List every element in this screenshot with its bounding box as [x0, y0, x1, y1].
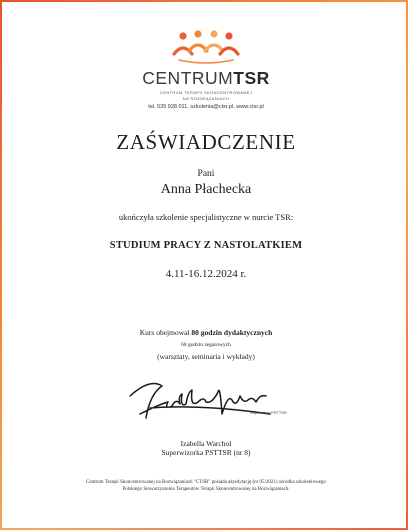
signer-role: Superwizorka PSTTSR (nr 8)	[161, 448, 251, 457]
brand-subtitle-1: CENTRUM TERAPII SKONCENTROWANEJ	[159, 90, 253, 95]
signature-badge: Superwizor PSTTSR	[250, 410, 287, 415]
handwritten-signature	[120, 374, 290, 424]
accreditation-footer	[42, 479, 370, 493]
brand-subtitle-2: NA ROZWIĄZANIACH	[182, 96, 230, 101]
course-hours: Kurs obejmował 80 godzin dydaktycznych	[139, 328, 273, 337]
signer-block	[2, 439, 408, 457]
footer-line-2: Polskiego Stowarzyszenia Terapeutów Terapii Skoncentrowanej na Rozwiązaniach.	[122, 487, 290, 492]
course-dates: 4.11-16.12.2024 r.	[165, 268, 247, 280]
completion-text: ukończyła szkolenie specjalistyczne w nurcie TSR:	[118, 212, 294, 222]
course-name: STUDIUM PRACY Z NASTOLATKIEM	[109, 240, 303, 251]
signer-name: Izabella Warchoł	[180, 439, 232, 448]
logo	[2, 30, 408, 101]
certificate-title: ZAŚWIADCZENIE	[116, 130, 296, 154]
clock-hours: 68 godzin zegarowych	[181, 342, 231, 348]
recipient-name: Anna Płachecka	[160, 182, 252, 197]
contact-info: tel. 535 928 011, szkolenia@ctsr.pl, www.ctsr.pl	[148, 104, 264, 110]
brand-name: CENTRUMTSR	[142, 68, 270, 88]
people-logo-icon	[171, 30, 241, 64]
salutation: Pani	[197, 169, 215, 179]
course-forms: (warsztaty, seminaria i wykłady)	[157, 352, 255, 361]
footer-line-1: Centrum Terapii Skoncentrowanej na Rozwiązaniach "CTSR" posiada akredytację (nr 05/2021) ośrodka szkoleniowego	[86, 480, 326, 485]
